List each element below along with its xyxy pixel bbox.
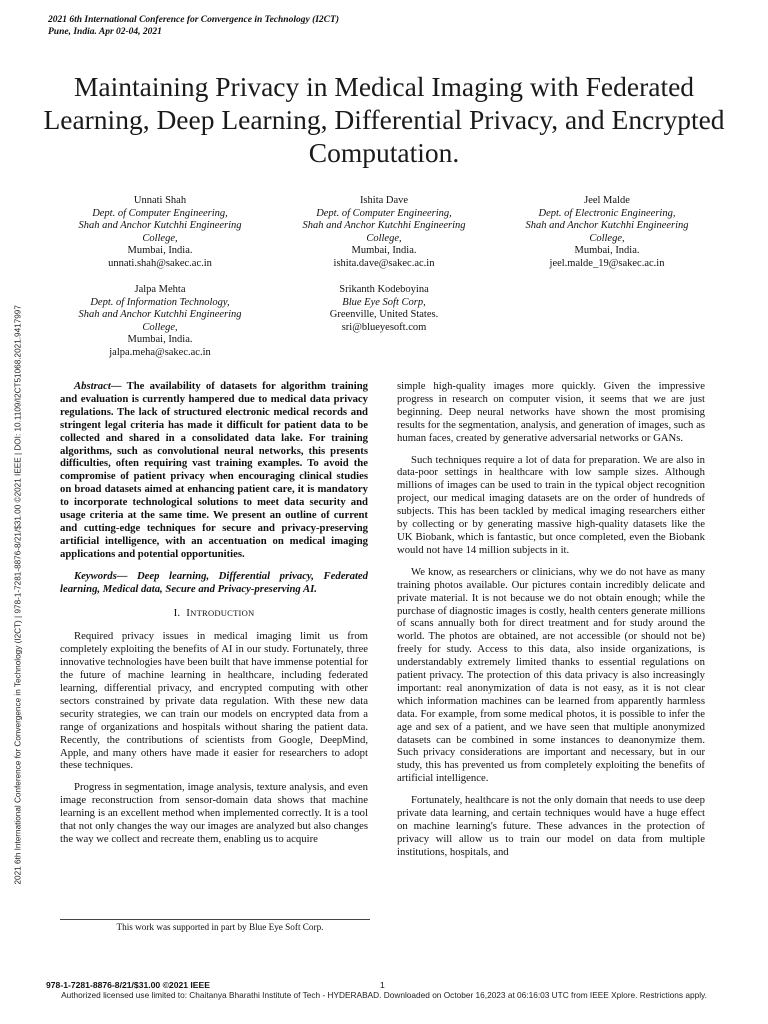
author-city: Mumbai, India. (127, 245, 193, 257)
author-dept: Dept. of Computer Engineering, (92, 207, 228, 219)
author-block (55, 284, 265, 360)
author-block (502, 195, 712, 271)
abstract-label: Abstract— (74, 380, 122, 392)
author-dept: Dept. of Computer Engineering, (316, 207, 452, 219)
author-institution: Shah and Anchor Kutchhi Engineering (78, 220, 242, 232)
page-number: 1 (380, 980, 385, 990)
author-institution-line2: College, (589, 232, 625, 244)
author-institution-line2: College, (142, 321, 178, 333)
isbn-line: 978-1-7281-8876-8/21/$31.00 ©2021 IEEE (46, 980, 211, 990)
author-name: Jalpa Mehta (134, 284, 186, 295)
section-heading (60, 607, 368, 620)
author-dept: Dept. of Electronic Engineering, (538, 207, 676, 219)
author-city: Greenville, United States. (329, 309, 439, 321)
author-institution: Shah and Anchor Kutchhi Engineering (302, 220, 466, 232)
body-paragraph: Fortunately, healthcare is not the only domain that needs to use deep private data learning, and certain techniques would have a huge effect on machine learning's future. These advances in the protection of privacy will allow us to train our model on data from multiple institutions, hospitals, and (397, 794, 705, 858)
footnote: This work was supported in part by Blue Eye Soft Corp. (116, 922, 324, 932)
body-paragraph: Required privacy issues in medical imaging limit us from completely exploiting the benefits of AI in our study. Fortunately, three innovative technologies have been built that have immense potential for the future of machine learning in healthcare, including federated learning, differential privacy, and encrypted computing with other sectors constrained by private data regulation. With these new data security strategies, we can train our models on encrypted data from a range of organizations and hospitals without sharing the patient data. Recently, the contributions of scientists from Google, DeepMind, Apple, and many others have made it easier for researchers to adopt these techniques. (60, 630, 368, 772)
body-paragraph: Such techniques require a lot of data for preparation. We are also in data-poor settings in healthcare with low sample sizes. Although millions of images can be used to train in the typical object recognition project, our medical imaging datasets are on the order of hundreds of subjects. This has been tackled by medical imaging researchers either by collecting or by generating massive high-quality datasets like the UK Biobank, which is fantastic, but once completed, even the Biobank would not have 14 million subjects in it. (397, 453, 705, 556)
conference-location: Pune, India. Apr 02-04, 2021 (48, 27, 162, 37)
author-email[interactable]: unnati.shah@sakec.ac.in (108, 257, 212, 269)
author-institution: Shah and Anchor Kutchhi Engineering (525, 220, 689, 232)
abstract-text: The availability of datasets for algorithm training and evaluation is currently hampered due to medical data privacy regulations. The lack of structured electronic medical records and stringent legal criteria has made it difficult for patient data to be collected and shared in a consolidated data lake. For training algorithms, such as convolutional neural networks, this presents difficulties, often requiring vast training examples. To avoid the compromise of patient privacy when encouraging clinical studies on broad datasets aimed at enhancing patient care, it is mandatory to incorporate technological solutions to meet data security and usage criteria at the same time. We present an outline of current and cutting-edge techniques for secure and privacy-preserving artificial intelligence, with an accentuation on medical imaging applications and potential opportunities. (60, 380, 368, 560)
author-name: Srikanth Kodeboyina (339, 284, 429, 295)
author-institution-line2: College, (142, 232, 178, 244)
author-email[interactable]: sri@blueyesoft.com (341, 321, 427, 333)
keywords (60, 570, 368, 596)
author-city: Mumbai, India. (574, 245, 640, 257)
body-paragraph: simple high-quality images more quickly. Given the impressive progress in research on computer vision, it seems that we are just beginning. Deep neural networks have shown the most promising results for the segmentation, analysis, and generation of images, such as human faces, created by generative adversarial networks or GANs. (397, 380, 705, 444)
keywords-text: Deep learning, Differential privacy, Federated learning, Medical data, Secure and Privacy-preserving AI. (60, 569, 368, 595)
left-column (60, 380, 368, 846)
footnote-rule (60, 919, 370, 920)
side-doi-text: 2021 6th International Conference for Convergence in Technology (I2CT) | 978-1-7281-8876-8/21/$31.00 ©2021 IEEE | DOI: 10.1109/I2CT51068.2021.9417997 (13, 305, 23, 885)
right-column (397, 380, 705, 859)
body-paragraph: Progress in segmentation, image analysis, texture analysis, and even image reconstruction from sensor-domain data shows that machine learning is an excellent method when implemented correctly. It is a tool that not only changes the way our images are analyzed but also changes the way we collect and recreate them, enabling us to acquire (60, 781, 368, 845)
author-block (279, 195, 489, 271)
author-block (279, 284, 489, 334)
author-city: Mumbai, India. (127, 334, 193, 346)
license-notice: Authorized licensed use limited to: Chaitanya Bharathi Institute of Tech - HYDERABAD. Downloaded on October 16,2023 at 06:16:03 UTC from IEEE Xplore. Restrictions apply. (61, 990, 707, 1000)
author-email[interactable]: jalpa.meha@sakec.ac.in (109, 346, 211, 358)
body-paragraph: We know, as researchers or clinicians, why we do not have as many training photos available. Our pictures contain incredibly delicate and private material. It is not because we do not obtain enough; while the purchase of diagnostic images is costly, health centers generate millions of scans annually both for direct treatment and for study around the world. The photos are obtained, are not accessible (or should not be) freely for study. Access to this data, also inside organizations, is understandably extremely limited thanks to essential regulations on patient privacy. The protection of this data privacy is also increasingly important: real anonymization of data is not easy, as it is not clear which information machines can be learned from apparently harmless data. For example, from some medical photos, it is possible to infer the age and sex of a patient, and we have seen that multiple anonymized datasets can be combined in some instances to deanonymize them. Such privacy considerations are important and necessary, but in our study, this has prevented us from completely exploiting the benefits of artificial intelligence. (397, 565, 705, 785)
author-city: Mumbai, India. (351, 245, 417, 257)
author-name: Unnati Shah (133, 195, 187, 206)
author-dept: Dept. of Information Technology, (90, 296, 230, 308)
author-name: Jeel Malde (584, 195, 630, 206)
author-institution: Shah and Anchor Kutchhi Engineering (78, 309, 242, 321)
section-title-initial: I (186, 606, 191, 619)
author-email[interactable]: jeel.malde_19@sakec.ac.in (549, 257, 665, 269)
paper-title: Maintaining Privacy in Medical Imaging with Federated Learning, Deep Learning, Differential Privacy, and Encrypted Computation. (43, 71, 725, 168)
author-institution-line2: College, (366, 232, 402, 244)
author-dept: Blue Eye Soft Corp, (342, 296, 426, 308)
abstract (60, 380, 368, 561)
section-title-rest: NTRODUCTION (190, 607, 255, 618)
conference-line: 2021 6th International Conference for Convergence in Technology (I2CT) (48, 15, 339, 25)
section-number: I. (173, 606, 181, 619)
keywords-label: Keywords— (74, 569, 128, 582)
author-block (55, 195, 265, 271)
author-name: Ishita Dave (359, 195, 409, 206)
author-email[interactable]: ishita.dave@sakec.ac.in (333, 257, 435, 269)
